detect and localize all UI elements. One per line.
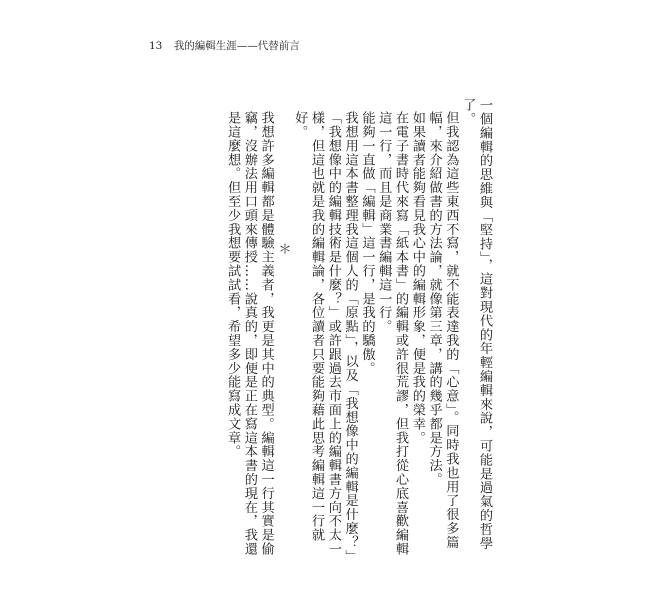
paragraph-6: 我想用這本書整理我這個人的「原點」，以及「我想像中的編輯是什麼？」「我想像中的編輯技術是什麼？」或許跟過去市面上的編輯書方向不太一樣，但這也就是我的編輯論，各位讀者只要能夠藉此思考編輯這一行就好。 (292, 111, 358, 557)
page-number: 13 (149, 40, 163, 52)
body-text (165, 98, 492, 558)
paragraph-3: 如果讀者能夠看見我心中的編輯形象，便是我的榮幸。 (409, 111, 425, 445)
paragraph-5: 能夠一直做「編輯」這一行，是我的驕傲。 (359, 111, 375, 376)
paragraph-4: 在電子書時代來寫「紙本書」的編輯或許很荒謬，但我打從心底喜歡編輯這一行，而且是商業書編輯這一行。 (376, 111, 409, 556)
paragraph-7: 我想許多編輯都是體驗主義者，我更是其中的典型。編輯這一行其實是偷竊，沒辦法用口頭來傳授……說真的，即便是正在寫這本書的現在，我還是這麼想。但至少我想要試試看，希望多少能寫成文章。 (225, 111, 274, 556)
running-title: 我的編輯生涯——代替前言 (173, 40, 300, 52)
paragraph-1: 一個編輯的思維與「堅持」，這對現代的年輕編輯來說，可能是過氣的哲學了。 (460, 98, 492, 551)
section-separator: ＊ (275, 242, 291, 256)
running-header (149, 39, 300, 53)
paragraph-2: 但我認為這些東西不寫，就不能表達我的「心意」。同時我也用了很多篇幅，來介紹做書的方法論，就像第三章，講的幾乎都是方法。 (426, 111, 459, 550)
